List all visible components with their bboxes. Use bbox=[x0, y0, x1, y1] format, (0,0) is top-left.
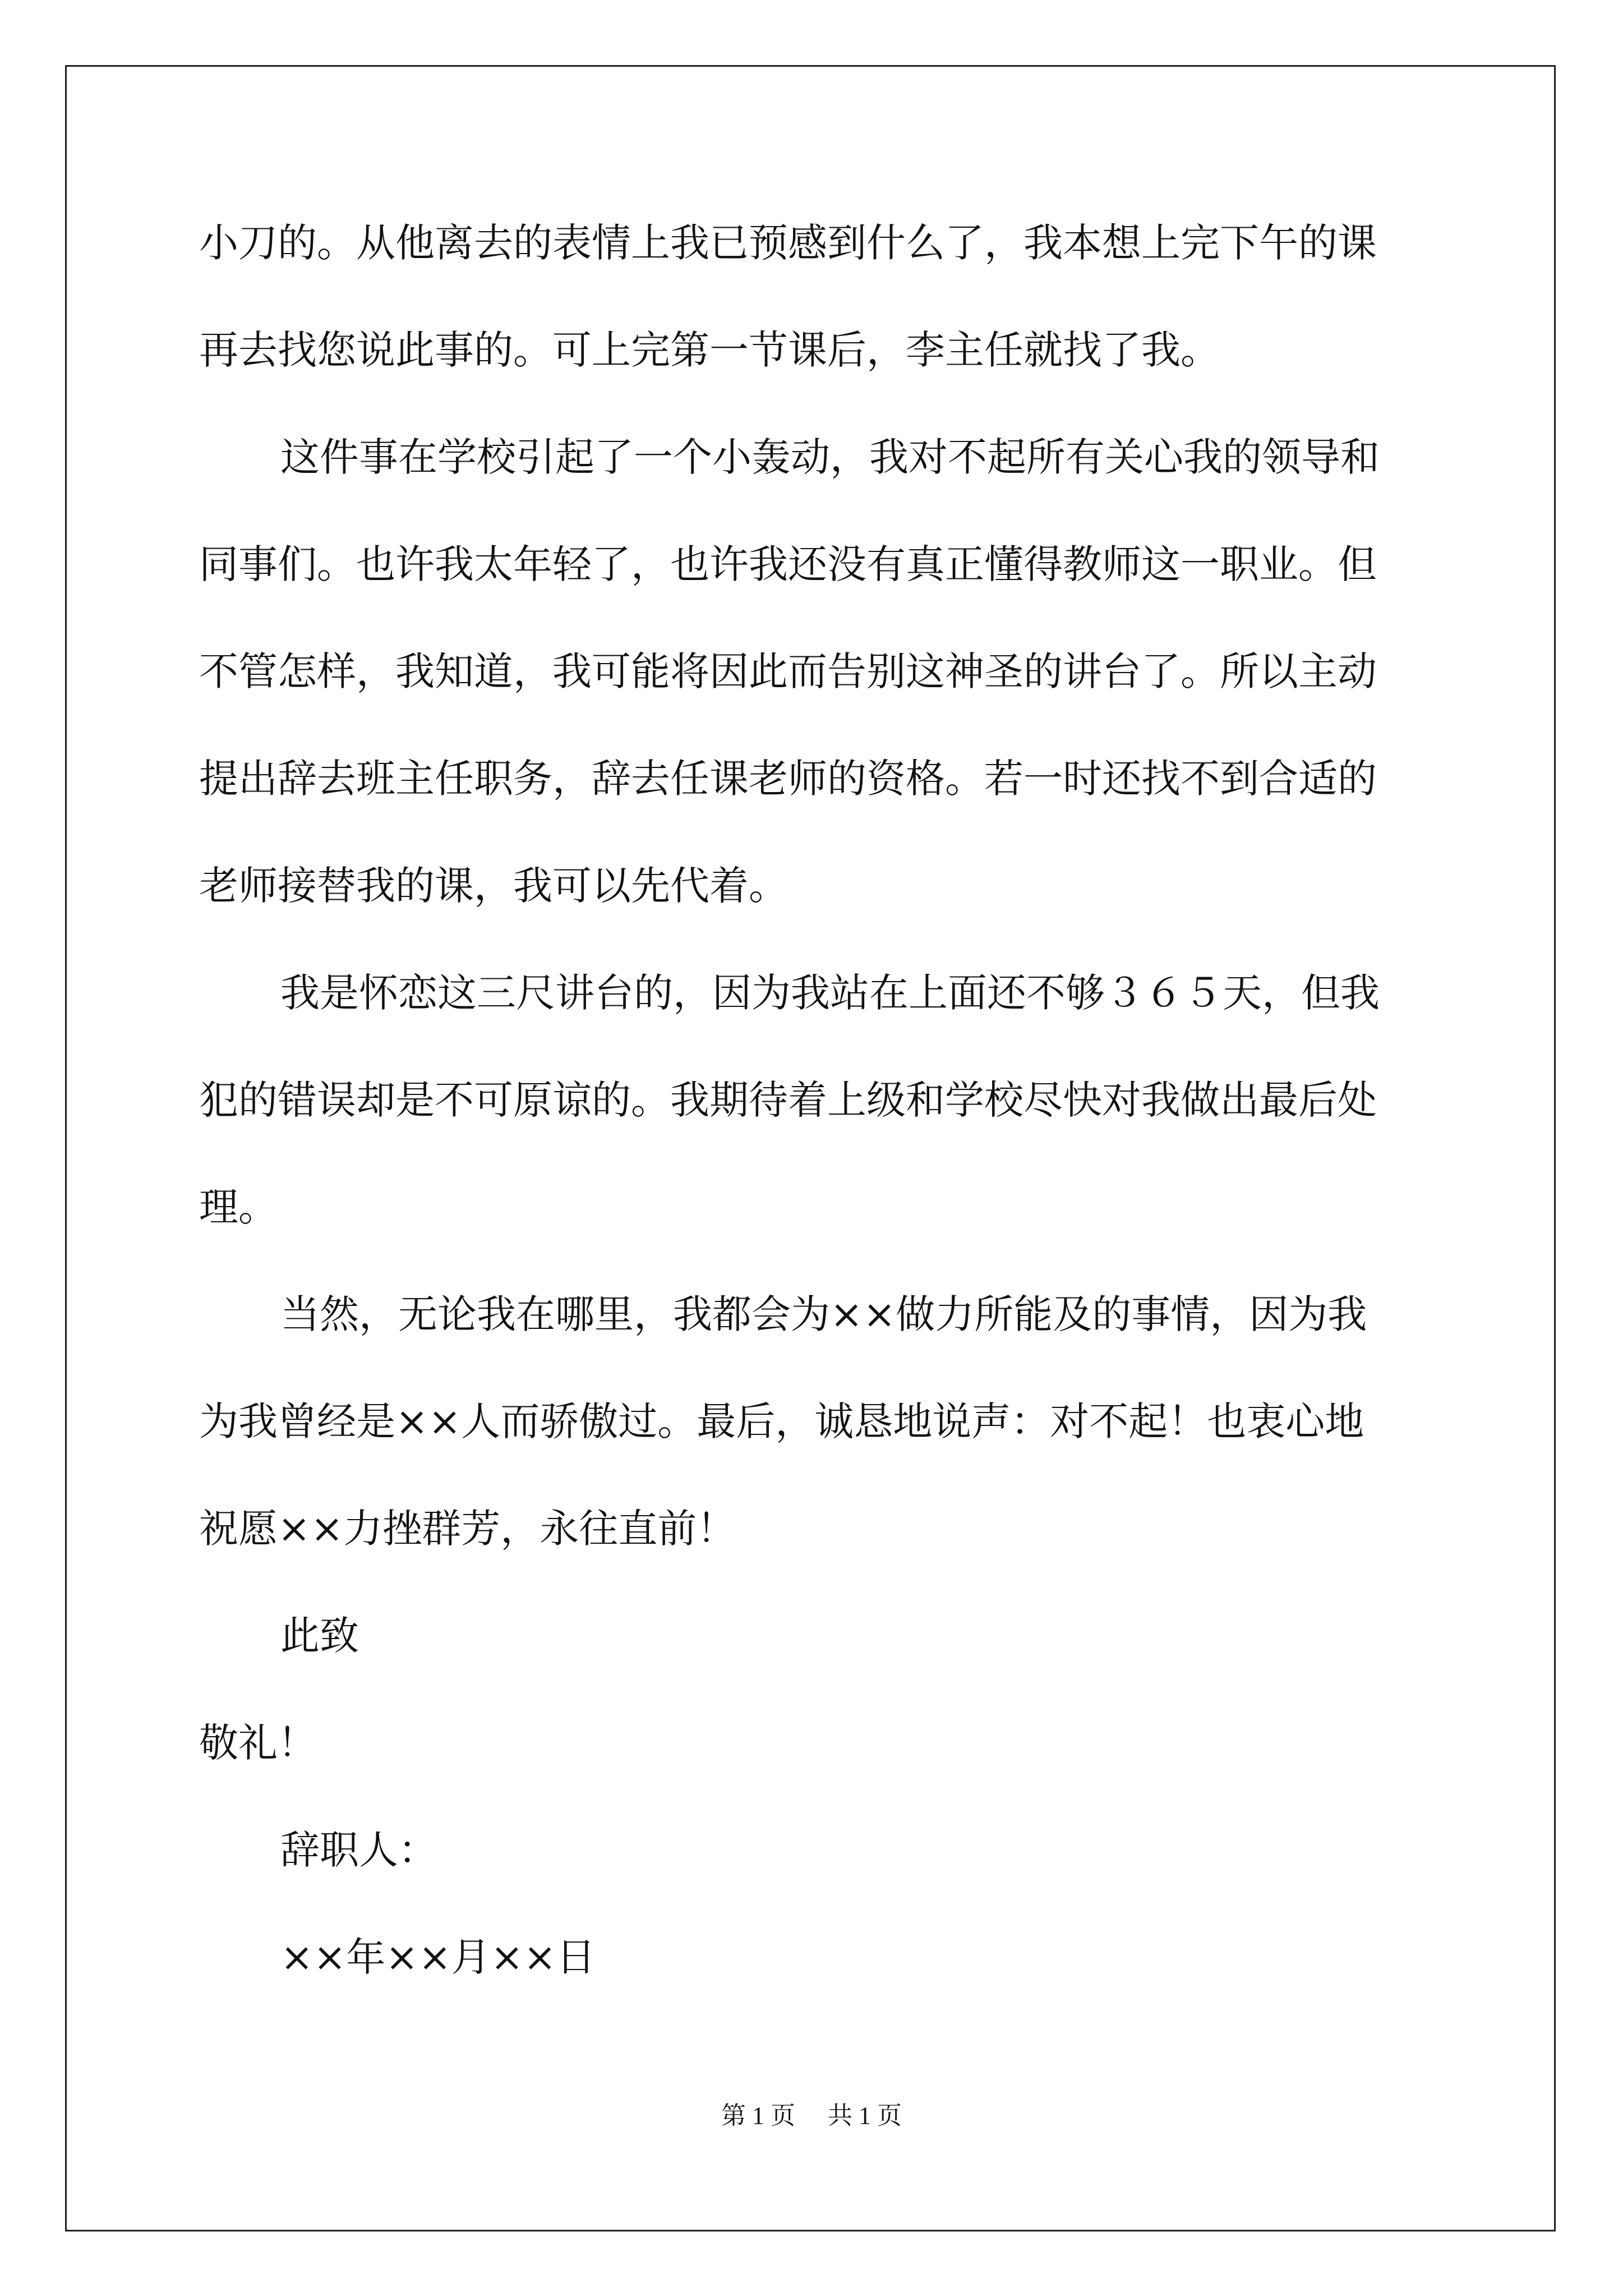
paragraph-3-line-1: 我是怀恋这三尺讲台的，因为我站在上面还不够３６５天，但我 bbox=[280, 970, 1380, 1016]
page-number: 第 1 页 bbox=[721, 2102, 795, 2129]
paragraph-2-line-4: 提出辞去班主任职务，辞去任课老师的资格。若一时还找不到合适的 bbox=[199, 756, 1377, 802]
paragraph-3-line-2: 犯的错误却是不可原谅的。我期待着上级和学校尽快对我做出最后处 bbox=[199, 1077, 1377, 1123]
paragraph-2-line-2: 同事们。也许我太年轻了，也许我还没有真正懂得教师这一职业。但 bbox=[199, 541, 1377, 587]
paragraph-2-line-3: 不管怎样，我知道，我可能将因此而告别这神圣的讲台了。所以主动 bbox=[199, 648, 1377, 694]
page-frame bbox=[65, 65, 1556, 2231]
page-total: 共 1 页 bbox=[828, 2102, 902, 2129]
paragraph-3-line-3: 理。 bbox=[199, 1184, 278, 1230]
paragraph-4-line-1: 当然，无论我在哪里，我都会为××做力所能及的事情，因为我 bbox=[280, 1291, 1367, 1337]
paragraph-4-line-3: 祝愿××力挫群芳，永往直前！ bbox=[199, 1506, 736, 1552]
closing-regards: 敬礼！ bbox=[199, 1720, 317, 1766]
date-line: ××年××月××日 bbox=[280, 1934, 596, 1980]
paragraph-1-line-1: 小刀的。从他离去的表情上我已预感到什么了，我本想上完下午的课 bbox=[199, 220, 1377, 266]
paragraph-2-line-5: 老师接替我的课，我可以先代着。 bbox=[199, 863, 788, 909]
closing-salutation: 此致 bbox=[280, 1613, 359, 1659]
paragraph-1-line-2: 再去找您说此事的。可上完第一节课后，李主任就找了我。 bbox=[199, 327, 1220, 373]
signature-label: 辞职人： bbox=[280, 1827, 437, 1873]
paragraph-4-line-2: 为我曾经是××人而骄傲过。最后，诚恳地说声：对不起！也衷心地 bbox=[199, 1398, 1364, 1444]
page-footer bbox=[0, 2099, 1623, 2133]
paragraph-2-line-1: 这件事在学校引起了一个小轰动，我对不起所有关心我的领导和 bbox=[280, 434, 1380, 480]
